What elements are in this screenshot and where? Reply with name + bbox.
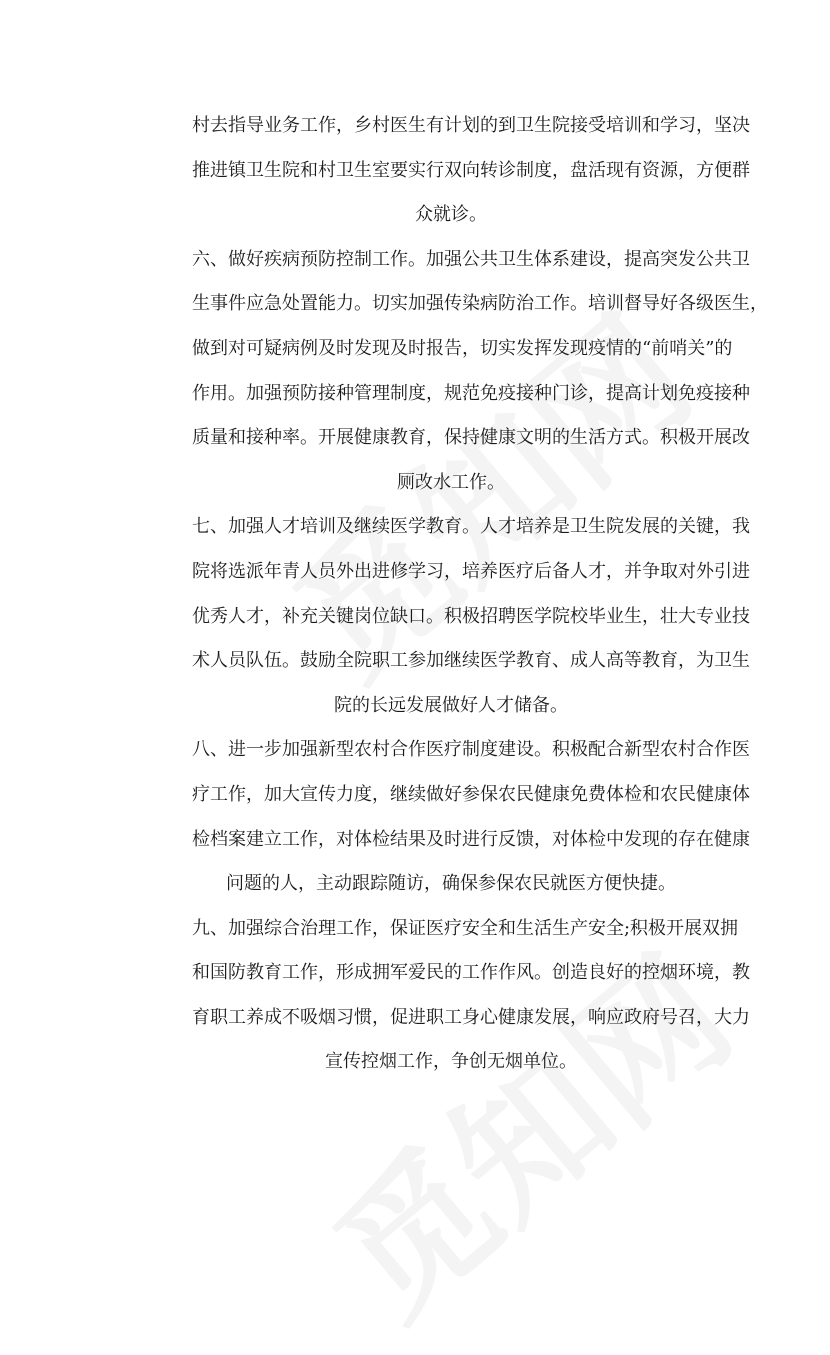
text-line: 宣传控烟工作，争创无烟单位。	[325, 1051, 577, 1073]
text-line: 生事件应急处置能力。切实加强传染病防治工作。培训督导好各级医生，	[192, 293, 768, 315]
text-line: 和国防教育工作，形成拥军爱民的工作作风。创造良好的控烟环境，教	[192, 962, 750, 984]
text-line: 检档案建立工作，对体检结果及时进行反馈，对体检中发现的存在健康	[192, 828, 750, 850]
text-line: 优秀人才，补充关键岗位缺口。积极招聘医学院校毕业生，壮大专业技	[192, 605, 750, 627]
text-line: 术人员队伍。鼓励全院职工参加继续医学教育、成人高等教育，为卫生	[192, 650, 750, 672]
text-line: 院将选派年青人员外出进修学习，培养医疗后备人才，并争取对外引进	[192, 560, 750, 582]
text-line: 作用。加强预防接种管理制度，规范免疫接种门诊，提高计划免疫接种	[192, 382, 750, 404]
text-line: 村去指导业务工作，乡村医生有计划的到卫生院接受培训和学习，坚决	[192, 115, 750, 136]
text-line: 问题的人，主动跟踪随访，确保参保农民就医方便快捷。	[226, 873, 676, 895]
text-line: 九、加强综合治理工作，保证医疗安全和生活生产安全;积极开展双拥	[192, 917, 739, 939]
text-line: 疗工作，加大宣传力度，继续做好参保农民健康免费体检和农民健康体	[192, 783, 750, 805]
text-line: 六、做好疾病预防控制工作。加强公共卫生体系建设，提高突发公共卫	[192, 248, 750, 270]
text-line: 众就诊。	[415, 204, 487, 226]
text-line: 质量和接种率。开展健康教育，保持健康文明的生活方式。积极开展改	[192, 427, 750, 449]
document-body	[192, 104, 768, 1085]
text-line: 院的长远发展做好人才储备。	[334, 694, 568, 716]
text-line: 推进镇卫生院和村卫生室要实行双向转诊制度，盘活现有资源，方便群	[192, 159, 750, 181]
text-line: 厕改水工作。	[397, 471, 505, 493]
text-line: 做到对可疑病例及时发现及时报告，切实发挥发现疫情的“前哨关”的	[192, 337, 733, 359]
text-line: 八、进一步加强新型农村合作医疗制度建设。积极配合新型农村合作医	[192, 739, 750, 761]
text-line: 育职工养成不吸烟习惯，促进职工身心健康发展，响应政府号召，大力	[192, 1006, 750, 1028]
text-line: 七、加强人才培训及继续医学教育。人才培养是卫生院发展的关键，我	[192, 516, 750, 538]
